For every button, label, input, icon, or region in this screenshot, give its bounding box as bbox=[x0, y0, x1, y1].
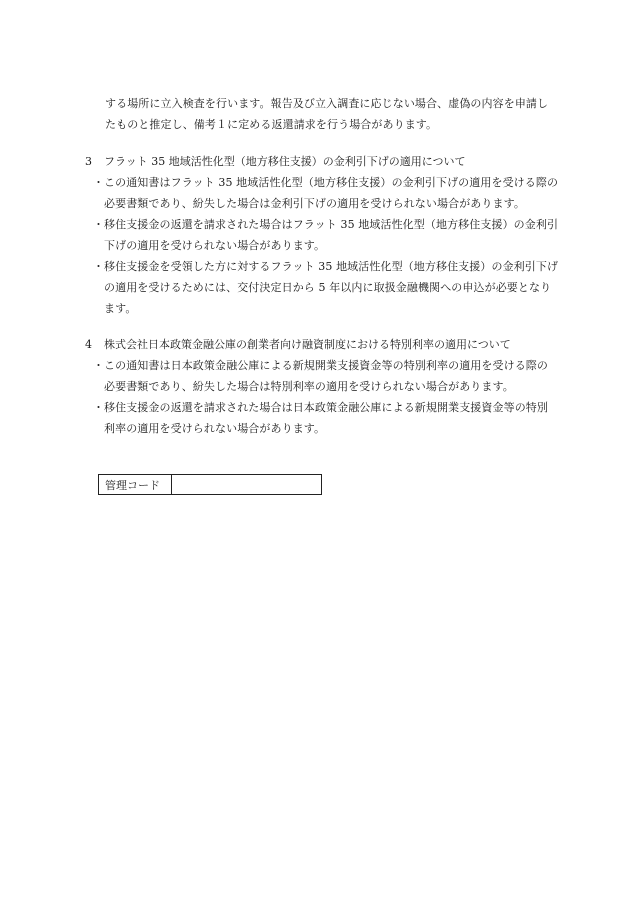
item-line: この通知書はフラット 35 地域活性化型（地方移住支援）の金利引下げの適用を受ける際の bbox=[104, 176, 559, 189]
section-4 bbox=[85, 334, 548, 439]
management-code-table bbox=[98, 474, 322, 495]
bullet-item bbox=[85, 397, 548, 439]
item-line: 利率の適用を受けられない場合があります。 bbox=[104, 422, 326, 435]
bullet-item bbox=[85, 214, 558, 256]
intro-line: たものと推定し、備考１に定める返還請求を行う場合があります。 bbox=[105, 118, 438, 131]
section-title: 株式会社日本政策金融公庫の創業者向け融資制度における特別利率の適用について bbox=[104, 338, 511, 351]
bullet-mark: ・ bbox=[93, 260, 104, 273]
item-line: 移住支援金を受領した方に対するフラット 35 地域活性化型（地方移住支援）の金利引下げ bbox=[104, 260, 559, 273]
section-number: 4 bbox=[85, 338, 92, 351]
table-row bbox=[99, 475, 322, 495]
intro-line: する場所に立入検査を行います。報告及び立入調査に応じない場合、虚偽の内容を申請し bbox=[105, 97, 549, 110]
bullet-mark: ・ bbox=[93, 401, 104, 414]
item-line: 移住支援金の返還を請求された場合は日本政策金融公庫による新規開業支援資金等の特別 bbox=[104, 401, 548, 414]
management-code-field bbox=[172, 475, 322, 495]
item-line: この通知書は日本政策金融公庫による新規開業支援資金等の特別利率の適用を受ける際の bbox=[104, 359, 548, 372]
bullet-mark: ・ bbox=[93, 218, 104, 231]
section-heading bbox=[85, 334, 548, 355]
item-line: 移住支援金の返還を請求された場合はフラット 35 地域活性化型（地方移住支援）の金利引 bbox=[104, 218, 559, 231]
intro-paragraph bbox=[105, 93, 548, 135]
section-3 bbox=[85, 151, 558, 319]
section-number: 3 bbox=[85, 155, 92, 168]
bullet-item bbox=[85, 256, 558, 319]
item-line: の適用を受けるためには、交付決定日から 5 年以内に取扱金融機関への申込が必要となり bbox=[104, 281, 552, 294]
bullet-item bbox=[85, 355, 548, 397]
item-line: 必要書類であり、紛失した場合は特別利率の適用を受けられない場合があります。 bbox=[104, 380, 514, 393]
item-line: 下げの適用を受けられない場合があります。 bbox=[104, 239, 326, 252]
management-code-label: 管理コード bbox=[99, 475, 172, 495]
bullet-mark: ・ bbox=[93, 176, 104, 189]
section-heading bbox=[85, 151, 558, 172]
bullet-item bbox=[85, 172, 558, 214]
bullet-mark: ・ bbox=[93, 359, 104, 372]
item-line: ます。 bbox=[104, 302, 137, 315]
item-line: 必要書類であり、紛失した場合は金利引下げの適用を受けられない場合があります。 bbox=[104, 197, 525, 210]
section-title: フラット 35 地域活性化型（地方移住支援）の金利引下げの適用について bbox=[104, 155, 466, 168]
